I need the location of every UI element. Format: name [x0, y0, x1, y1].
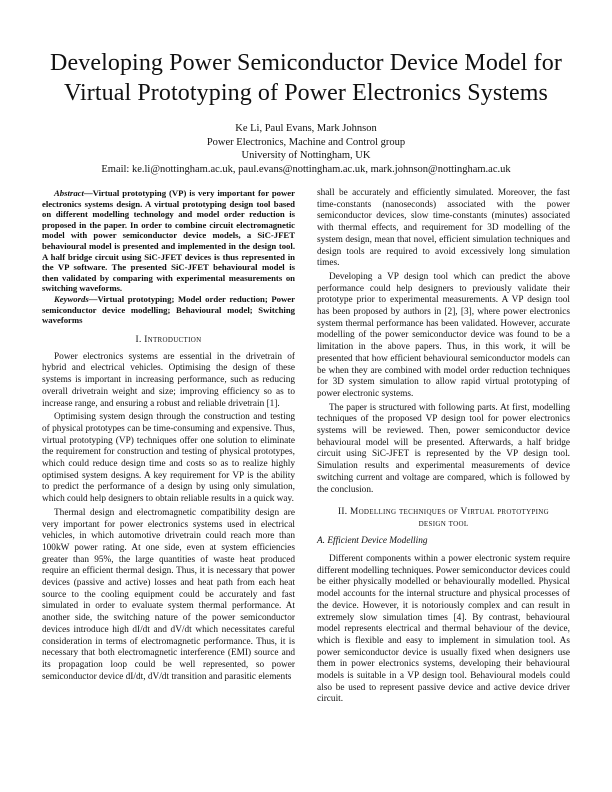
abstract — [42, 188, 295, 294]
right-column — [317, 188, 570, 708]
abstract-lead: Abstract — [54, 188, 84, 198]
right-paragraph-2: Developing a VP design tool which can predict the above performance could help designers to previously validate their prototype prior to experimental measurements. A VP design tool has been proposed by authors in [2], [3], where power electronics system thermal performance has been validated. However, accurate modelling of the power semiconductor device was found to be a limitation in the above papers. Thus, in this work, it will be presented that how efficient behavioural semiconductor models can be when they are combined with model order reduction techniques for 3D system simulation to allow rapid virtual prototyping of power electronic systems. — [317, 271, 570, 399]
affiliation-group: Power Electronics, Machine and Control group — [206, 136, 406, 148]
intro-paragraph-3: Thermal design and electromagnetic compatibility design are very important for power electronics systems used in electrical vehicles, in which automotive drivetrain could reach more than 100kW power rating. At one side, even at system efficiencies greater than 95%, the large quantities of waste heat produced require an efficient thermal design. Thus, it is necessary that power devices (passive and active) losses and heat path from each heat source to the cooling equipment could be accurately and fast simulated in order to evaluate system thermal performance. At another side, the switching nature of the power semiconductor devices introduce high dI/dt and dV/dt which necessitates careful consideration in terms of electromagnetic performance. Thus, it is necessary that both electromagnetic interference (EMI) source and its propagation loop could be well represented, so power semiconductor device dI/dt, dV/dt transition and parasitic elements — [42, 507, 295, 682]
title-line-1: Developing Power Semiconductor Device Model for — [50, 50, 562, 76]
section-heading-modelling — [317, 506, 570, 530]
section2-heading-line-2: design tool — [418, 519, 469, 530]
keywords-text: —Virtual prototyping; Model order reduction; Power semiconductor device modelling; Behavioural model; Switching waveforms — [42, 293, 295, 326]
title-line-2: Virtual Prototyping of Power Electronics Systems — [64, 80, 548, 106]
right-paragraph-3: The paper is structured with following parts. At first, modelling techniques of the proposed VP design tool for power electronics systems will be reviewed. Then, power semiconductor device behavioural model will be presented. Afterwards, a half bridge circuit using SiC-JFET is represented by the VP design tool. Simulation results and experimental measurements of device switching current and voltage are compared, which is followed by the conclusion. — [317, 402, 570, 495]
section-heading-introduction: I. Introduction — [135, 334, 202, 345]
author-emails: Email: ke.li@nottingham.ac.uk, paul.evans@nottingham.ac.uk, mark.johnson@nottingham.ac.uk — [101, 163, 511, 175]
paper-title — [42, 48, 570, 108]
keywords — [42, 294, 295, 326]
section2-heading-line-1: II. Modelling techniques of Virtual prototyping — [337, 507, 550, 518]
keywords-lead: Keywords — [54, 293, 89, 304]
two-column-body — [42, 188, 570, 708]
author-names: Ke Li, Paul Evans, Mark Johnson — [235, 123, 377, 134]
abstract-text: —Virtual prototyping (VP) is very important for power electronics systems design. A virtual prototyping design tool based on different modelling technology and model order reduction is proposed in the paper. In order to combine circuit electromagnetic model with power semiconductor device models, a SiC-JFET behavioural model is presented and implemented in the design tool. A half bridge circuit using SiC-JFET devices is thus represented in the VP software. The presented SiC-JFET behavioural model is then validated by comparing with experimental measurements on switching waveforms. — [42, 188, 295, 294]
intro-paragraph-1: Power electronics systems are essential in the drivetrain of hybrid and electrical vehicles. Optimising the design of these systems is important in increasing performance, such as reducing overall drivetrain weight and size; improving efficiency so as to increase range, and ensuring a robust and reliable drivetrain [1]. — [42, 351, 295, 409]
section2-paragraph-1: Different components within a power electronic system require different modelling techniques. Power semiconductor devices could be either physically modelled or behaviourally modelled. Physical model accounts for the internal structure and physical processes of the device. However, it is notoriously complex and can result in extremely slow simulation times [4]. By contrast, behavioural model represents electrical and thermal behaviour of the device, which is flexible and easy to implement in simulation tool. As power semiconductor device is usually fixed when designers use them in power electronics systems, developing their behavioural models is suitable in a VP design tool. Behavioural models could also be used to represent passive device and active device driver circuit. — [317, 553, 570, 705]
affiliation-university: University of Nottingham, UK — [241, 150, 371, 161]
author-block — [42, 122, 570, 176]
subsection-heading-efficient-device-modelling: A. Efficient Device Modelling — [317, 536, 428, 547]
right-paragraph-1: shall be accurately and efficiently simulated. Moreover, the fast time-constants (nanoseconds) associated with the power semiconductor devices, slow time-constants (minutes) associated with thermal effects, and requirement for 3D modelling of the system design, mean that novel, efficient simulation techniques and design tools are required to avoid excessively long simulation times. — [317, 188, 570, 269]
intro-paragraph-2: Optimising system design through the construction and testing of physical prototypes can be time-consuming and expensive. Thus, virtual prototyping (VP) techniques offer one solution to eliminate the requirement for construction and testing of physical prototypes, which could reduce design time and costs so as to realize highly optimised system designs. A key requirement for VP is the ability to predict the performance of a design by using only simulation, which could help designers to obtain reliable results in a quick way. — [42, 412, 295, 505]
left-column — [42, 188, 295, 708]
